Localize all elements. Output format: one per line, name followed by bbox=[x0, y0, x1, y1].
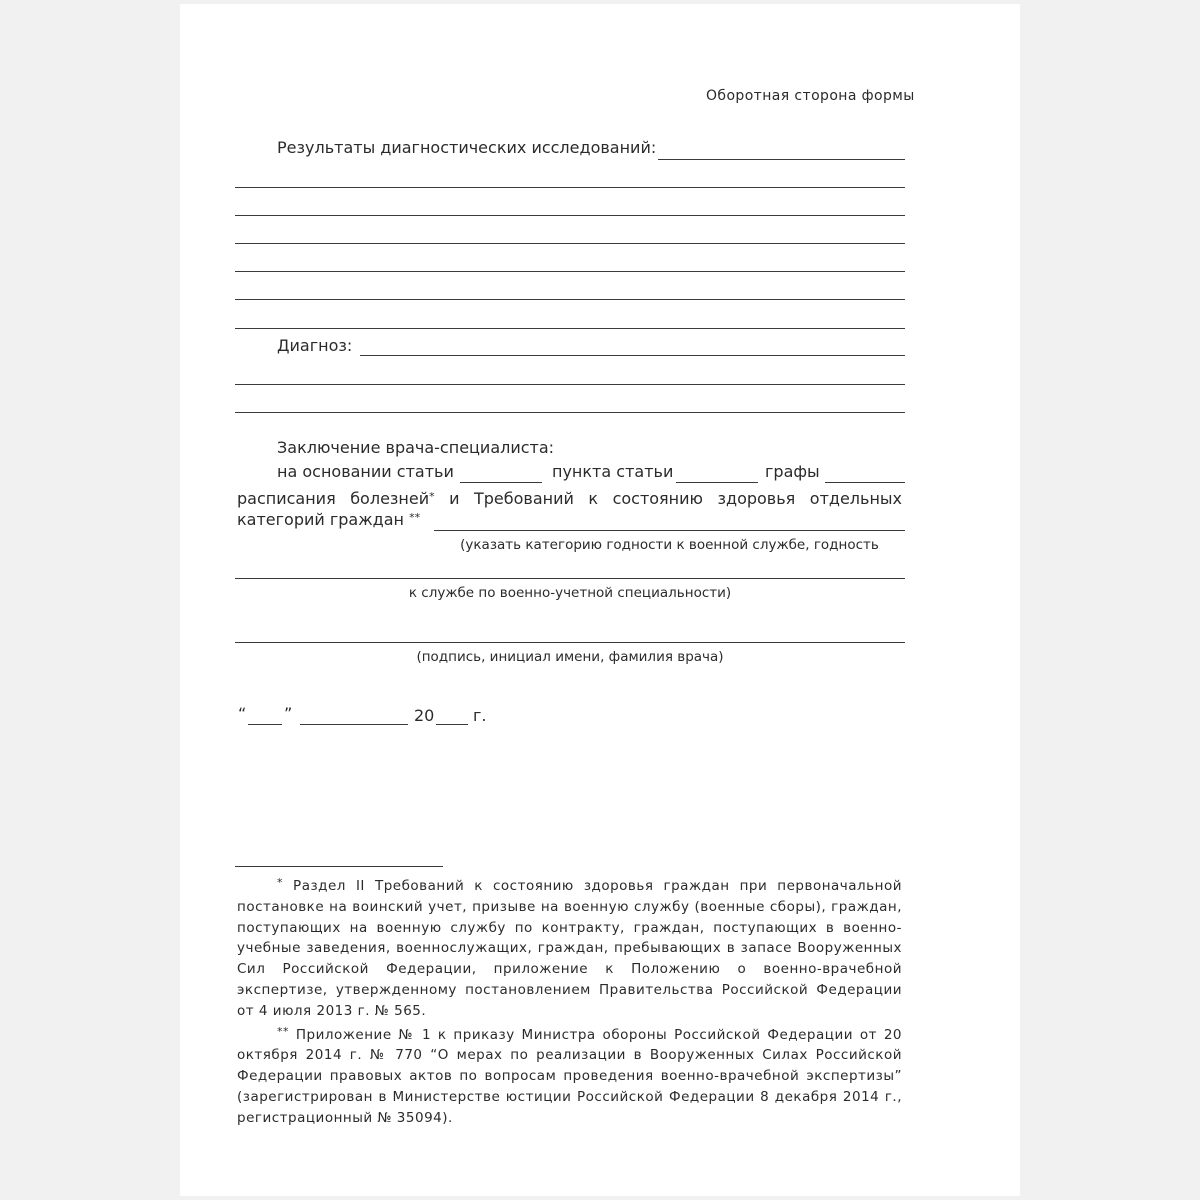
item-field-line[interactable] bbox=[676, 482, 758, 483]
word-zdorovya: здоровья bbox=[717, 489, 796, 508]
form-side-caption: Оборотная сторона формы bbox=[706, 88, 915, 104]
category-field-line-2[interactable] bbox=[235, 578, 905, 579]
diagnosis-line-1[interactable] bbox=[235, 384, 905, 385]
category-caption-1: (указать категорию годности к военной службе, годность bbox=[460, 537, 879, 553]
diagnostics-line-1[interactable] bbox=[235, 187, 905, 188]
word-bolezney: болезней* bbox=[350, 489, 435, 508]
footnote-2-text: Приложение № 1 к приказу Министра обороны Российской Федерации от 20 октября 2014 г. № 770 “О мерах по реализации в Вооруженных Силах Российской Федерации правовых актов по вопросам проведения военно-врачебной экспертизы” (зарегистрирован в Министерстве юстиции Российской Федерации 8 декабря 2014 г., регистрационный № 35094). bbox=[237, 1026, 903, 1126]
footnote-mark-2: ** bbox=[409, 511, 421, 524]
diagnostics-line-3[interactable] bbox=[235, 243, 905, 244]
diagnostics-line-2[interactable] bbox=[235, 215, 905, 216]
footnote-2-mark: ** bbox=[277, 1024, 289, 1038]
date-year-suffix: г. bbox=[473, 706, 487, 725]
date-year-line[interactable] bbox=[436, 724, 468, 725]
date-month-line[interactable] bbox=[300, 724, 408, 725]
word-i: и bbox=[449, 489, 460, 508]
conclusion-text-line-2 bbox=[237, 485, 902, 509]
diagnostics-field-line[interactable] bbox=[658, 159, 905, 160]
diagnostics-label: Результаты диагностических исследований: bbox=[277, 138, 657, 157]
footnote-1-text: Раздел II Требований к состоянию здоровья граждан при первоначальной постановке на воинский учет, призыве на военную службу (военные сборы), граждан, поступающих на военную службу по контракту, граждан, поступающих в военно-учебные заведения, военнослужащих, граждан, пребывающих в запасе Вооруженных Сил Российской Федерации, приложение к Положению о военно-врачебной экспертизе, утвержденному постановлением Правительства Российской Федерации от 4 июля 2013 г. № 565. bbox=[237, 878, 902, 1019]
column-field-line[interactable] bbox=[825, 482, 905, 483]
conclusion-title: Заключение врача-специалиста: bbox=[277, 438, 555, 457]
date-open-quote: “ bbox=[238, 704, 247, 723]
column-label: графы bbox=[765, 462, 820, 481]
date-day-line[interactable] bbox=[248, 724, 282, 725]
diagnosis-line-2[interactable] bbox=[235, 412, 905, 413]
conclusion-text-line-3: категорий граждан ** bbox=[237, 510, 421, 529]
article-label: на основании статьи bbox=[277, 462, 454, 481]
word-trebovaniy: Требований bbox=[474, 489, 574, 508]
word-raspisaniya: расписания bbox=[237, 489, 336, 508]
date-close-quote: ” bbox=[284, 704, 293, 723]
footnote-2 bbox=[237, 1022, 902, 1129]
date-century: 20 bbox=[414, 706, 435, 725]
footnote-mark-1: * bbox=[429, 490, 435, 503]
category-caption-2: к службе по военно-учетной специальности) bbox=[408, 585, 732, 601]
diagnosis-field-line[interactable] bbox=[360, 355, 905, 356]
footnote-1-mark: * bbox=[277, 876, 283, 889]
diagnostics-line-6[interactable] bbox=[235, 328, 905, 329]
signature-field-line[interactable] bbox=[235, 642, 905, 643]
item-label: пункта статьи bbox=[552, 462, 674, 481]
footnote-separator bbox=[235, 866, 443, 867]
diagnosis-label: Диагноз: bbox=[277, 336, 353, 355]
word-otdelnyh: отдельных bbox=[809, 489, 903, 508]
diagnostics-line-4[interactable] bbox=[235, 271, 905, 272]
word-sostoyaniyu: состоянию bbox=[612, 489, 704, 508]
word-k: к bbox=[588, 489, 599, 508]
footnotes bbox=[237, 873, 902, 1129]
form-page bbox=[180, 4, 1020, 1196]
signature-caption: (подпись, инициал имени, фамилия врача) bbox=[416, 649, 724, 665]
article-field-line[interactable] bbox=[460, 482, 542, 483]
diagnostics-line-5[interactable] bbox=[235, 299, 905, 300]
footnote-1 bbox=[237, 873, 902, 1022]
category-field-line[interactable] bbox=[434, 530, 905, 531]
